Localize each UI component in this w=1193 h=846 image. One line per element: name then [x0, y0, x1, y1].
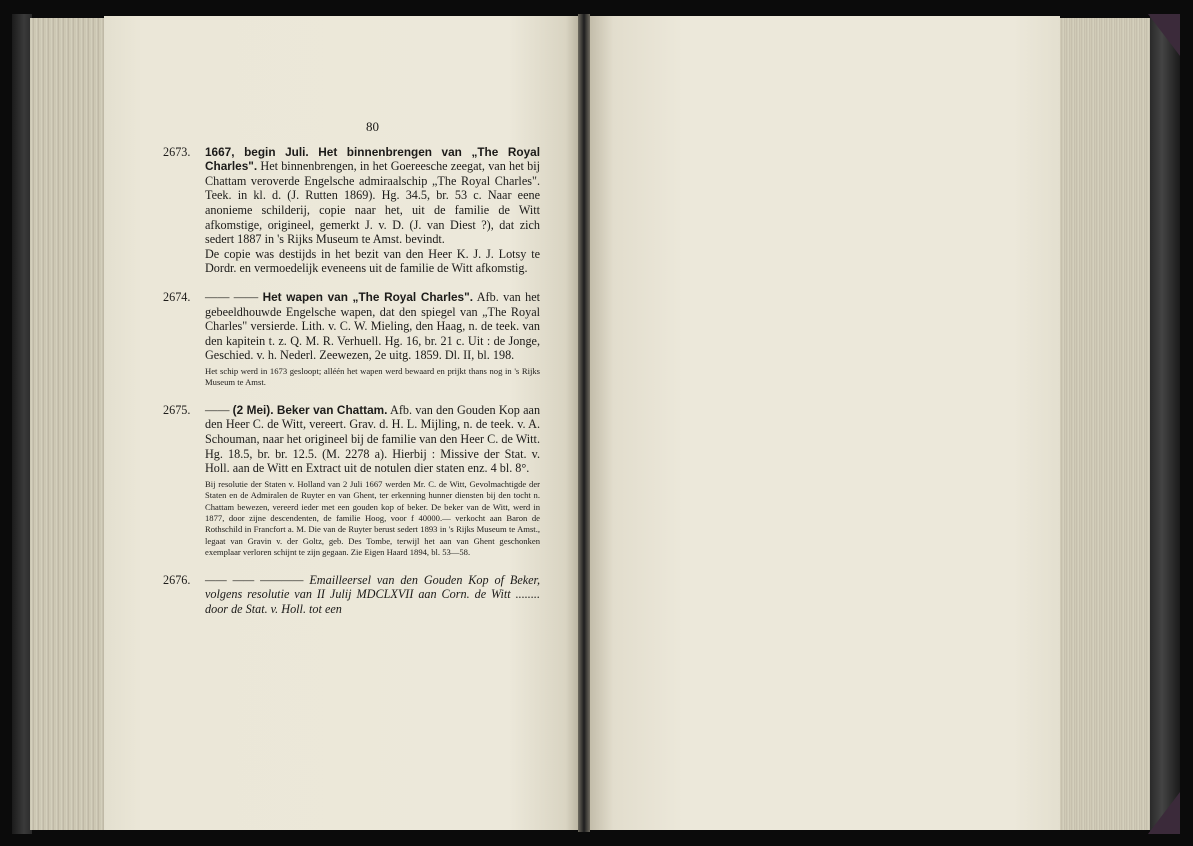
- right-cover-edge: [1150, 14, 1180, 834]
- page-text: [163, 119, 541, 616]
- entry-date: (2 Mei).: [232, 402, 274, 417]
- entry-heading: Het wapen van „The Royal Charles".: [262, 289, 473, 304]
- entry-number: 2676.: [163, 572, 191, 587]
- book-gutter: [578, 14, 590, 832]
- entry-body: [205, 403, 540, 476]
- entry-description: Afb. van het gebeeldhouwde Engelsche wapen, dat den spiegel van „The Royal Charles" versierde. Lith. v. C. W. Mieling, den Haag, n. de teek. van den kapitein t. z. Q. M. R. Verhuell. Hg. 16, br. 21 c. Uit : de Jonge, Geschied. v. h. Nederl. Zeewezen, 2e uitg. 1859. Dl. II, bl. 198.: [205, 289, 541, 363]
- corner-protector-bottom: [1148, 792, 1180, 834]
- entry-body: —— —— ———— Emailleersel van den Gouden Kop of Beker, volgens resolutie van II Julij MDCLXVII aan Corn. de Witt ........ door de Stat. v. Holl. tot een: [205, 572, 540, 616]
- entry-number: 2674.: [163, 289, 191, 304]
- entry-body: [205, 290, 540, 363]
- entry-body: [205, 145, 540, 247]
- entry-description: Afb. van den Gouden Kop aan den Heer C. de Witt, vereert. Grav. d. H. L. Mijling, n. de teek. v. A. Schouman, naar het origineel bij de familie van den Heer C. de Witt. Hg. 18.5, br. br. 12.5. (M. 2278 a). Hierbij : Missive der Stat. v. Holl. aan de Witt en Extract uit de notulen dier staten enz. 4 bl. 8°.: [205, 402, 541, 476]
- entry-footnote: Bij resolutie der Staten v. Holland van 2 Juli 1667 werden Mr. C. de Witt, Gevolmachtigde der Staten en de Admiralen de Ruyter en van Ghent, ter erkenning hunner diensten bij den tocht n. Chattam bewezen, vereerd ieder met een gouden kop of beker. De beker van de Witt, werd in 1877, door zijne descendenten, de familie Hoog, voor f 40000.— verkocht aan Baron de Rothschild in Francfort a. M. Die van de Ruyter berust sedert 1893 in 's Rijks Museum te Amst., legaat van Gravin v. der Goltz, geb. Des Tombe, terwijl het aan van Ghent geschonken exemplaar verloren schijnt te zijn gegaan. Zie Eigen Haard 1894, bl. 53—58.: [205, 478, 540, 558]
- page-number: 80: [366, 119, 379, 134]
- entry-remark: De copie was destijds in het bezit van den Heer K. J. J. Lotsy te Dordr. en vermoedelijk eveneens uit de familie de Witt afkomstig.: [205, 246, 540, 276]
- catalog-entry-2676: [163, 572, 540, 617]
- entry-heading: 1667, begin Juli. Het binnenbrengen van „The Royal Charles".: [205, 144, 540, 174]
- entry-heading: Beker van Chattam.: [276, 402, 388, 417]
- right-page-edges: [1060, 18, 1152, 830]
- catalog-entry-2674: [163, 289, 541, 389]
- left-page-edges: [30, 18, 110, 830]
- catalog-entry-2675: [163, 402, 541, 559]
- entry-number: 2675.: [163, 402, 191, 417]
- corner-protector-top: [1148, 14, 1180, 56]
- entry-description: Het binnenbrengen, in het Goereesche zeegat, van het bij Chattam veroverde Engelsche admiraalschip „The Royal Charles". Teek. in kl. d. (J. Rutten 1869). Hg. 34.5, br. 53 c. Naar eene anonieme schilderij, copie naar het, uit de familie de Witt afkomstige, origineel, gemerkt J. v. D. (J. van Diest ?), dat zich sedert 1887 in 's Rijks Museum te Amst. bevindt.: [205, 159, 540, 247]
- catalog-entry-2673: [163, 144, 540, 276]
- right-page-blank: [590, 16, 1060, 830]
- left-cover-edge: [12, 14, 32, 834]
- entry-footnote: Het schip werd in 1673 gesloopt; alléén het wapen werd bewaard en prijkt thans nog in 's Rijks Museum te Amst.: [205, 365, 540, 388]
- ditto-dash: —— ——: [205, 289, 259, 304]
- ditto-dash: ——: [205, 402, 230, 417]
- entry-number: 2673.: [163, 144, 191, 159]
